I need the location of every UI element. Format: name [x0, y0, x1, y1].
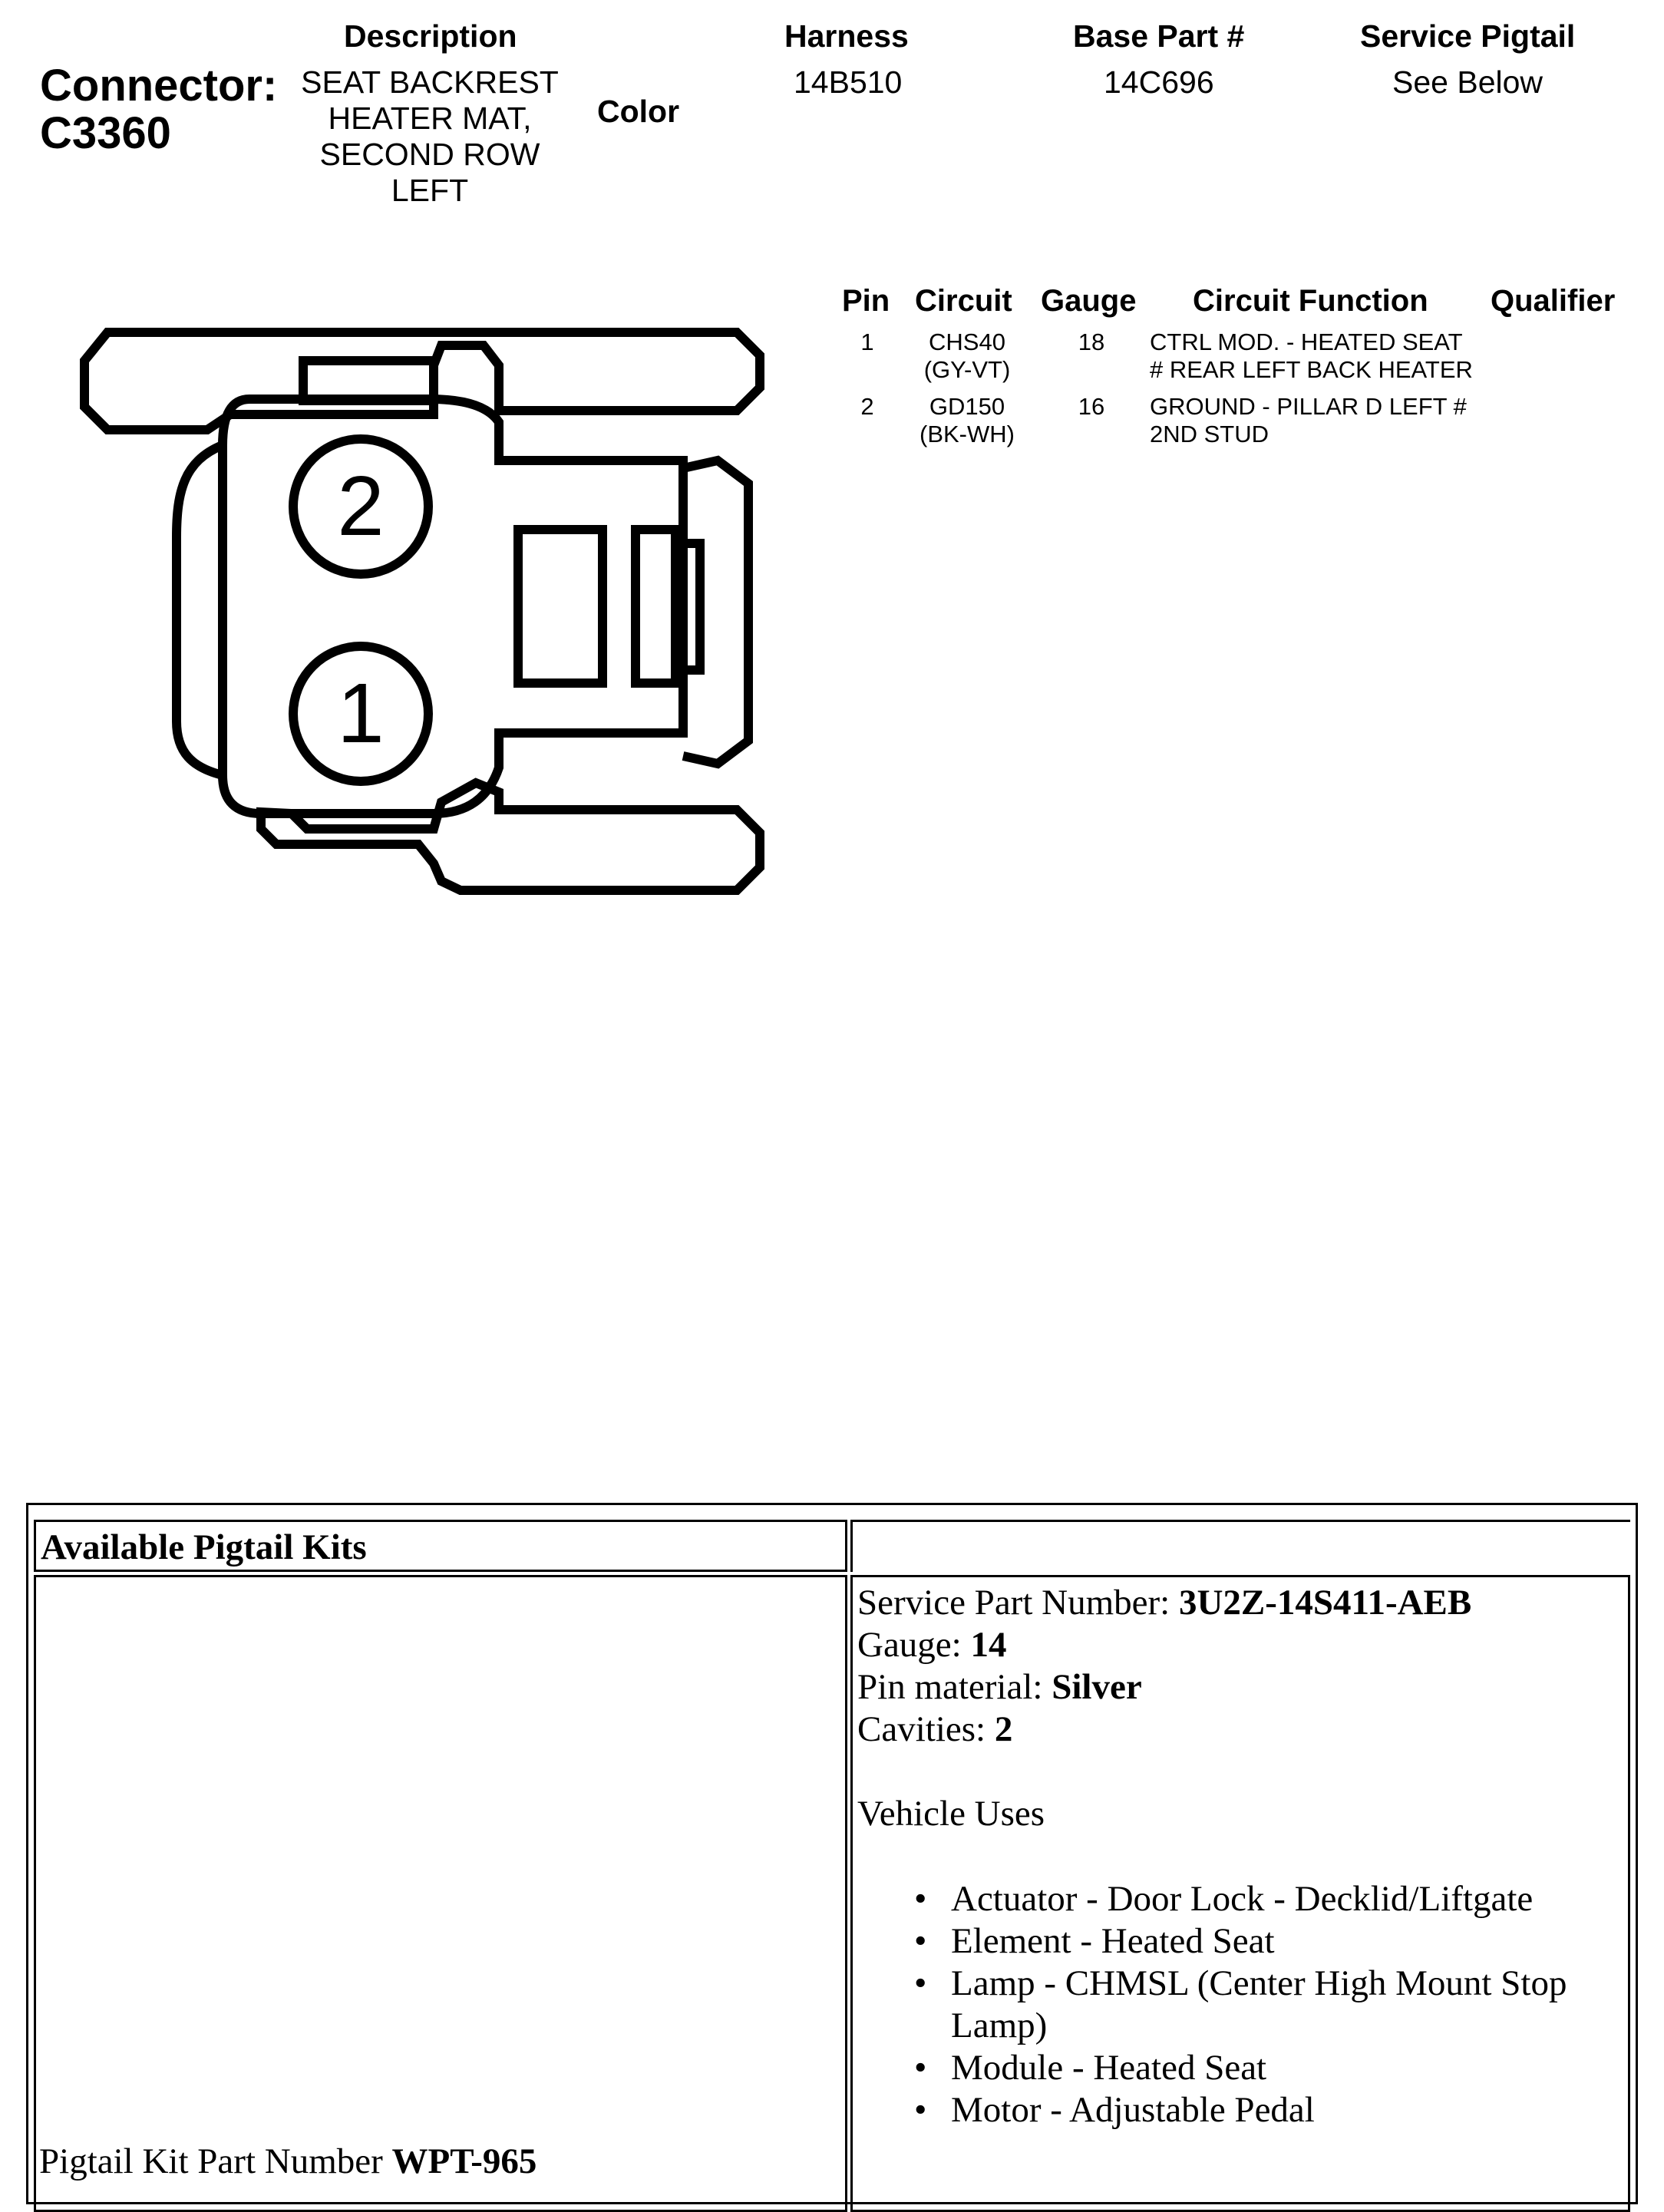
left-shroud	[177, 445, 223, 775]
cavities-line	[857, 1709, 1012, 1751]
list-item: • Lamp - CHMSL (Center High Mount Stop Lamp)	[914, 1963, 1567, 2045]
circuit-function-cell: GROUND - PILLAR D LEFT #	[1150, 393, 1467, 420]
kit-part-value: WPT-965	[391, 2141, 537, 2181]
list-item-text: Lamp - CHMSL (Center High Mount Stop	[951, 1963, 1567, 2003]
pigtail-details-cell	[850, 1575, 1630, 2212]
gauge-cell: 16	[1078, 393, 1105, 420]
service-pigtail-value: See Below	[1392, 64, 1543, 100]
top-latch-tab	[84, 332, 760, 430]
list-item: • Actuator - Door Lock - Decklid/Liftgate	[914, 1879, 1534, 1919]
column-header-circuit-function: Circuit Function	[1193, 284, 1428, 318]
gauge-label: Gauge:	[857, 1625, 971, 1665]
column-header-qualifier: Qualifier	[1491, 284, 1616, 318]
vehicle-uses-list	[853, 1878, 1620, 2131]
pigtail-title-cell	[34, 1520, 847, 1572]
description-line: SEAT BACKREST	[301, 64, 559, 100]
service-part-line	[857, 1582, 1471, 1624]
cavities-label: Cavities:	[857, 1709, 995, 1749]
kit-part-label: Pigtail Kit Part Number	[39, 2141, 392, 2181]
latch-window	[518, 530, 603, 683]
list-item-text: Motor - Adjustable Pedal	[951, 2090, 1315, 2130]
column-header-gauge: Gauge	[1041, 284, 1137, 318]
color-label: Color	[597, 94, 680, 129]
circuit-cell: GD150	[929, 393, 1005, 420]
pin-material-value: Silver	[1052, 1667, 1142, 1707]
column-header-circuit: Circuit	[915, 284, 1012, 318]
pigtail-title-spacer-cell	[850, 1520, 1630, 1572]
circuit-function-cell: 2ND STUD	[1150, 421, 1269, 447]
service-part-label: Service Part Number:	[857, 1583, 1179, 1623]
gauge-cell: 18	[1078, 328, 1105, 355]
list-item-text: Lamp)	[951, 2006, 1048, 2045]
column-header-pin: Pin	[842, 284, 890, 318]
wire-color-cell: (GY-VT)	[923, 356, 1011, 383]
connector-id: C3360	[40, 108, 171, 158]
list-item: • Element - Heated Seat	[914, 1921, 1275, 1961]
description-line: LEFT	[391, 173, 469, 208]
right-lobe	[683, 461, 748, 764]
service-pigtail-header: Service Pigtail	[1360, 18, 1576, 54]
bottom-latch-tab	[261, 783, 760, 890]
circuit-cell: CHS40	[929, 328, 1005, 355]
cavity-2-label: 2	[337, 459, 385, 553]
pin-cell: 2	[860, 393, 874, 420]
gauge-value: 14	[970, 1625, 1007, 1665]
pigtail-image-cell	[34, 1575, 847, 2212]
description-line: HEATER MAT,	[328, 101, 532, 136]
circuit-function-cell: CTRL MOD. - HEATED SEAT	[1150, 328, 1463, 355]
gauge-line	[857, 1624, 1006, 1666]
latch-window-inner	[636, 530, 675, 683]
pin-material-label: Pin material:	[857, 1667, 1052, 1707]
description-header: Description	[344, 18, 517, 54]
harness-header: Harness	[784, 18, 909, 54]
pigtail-title: Available Pigtail Kits	[41, 1527, 367, 1567]
list-item-text: Actuator - Door Lock - Decklid/Liftgate	[951, 1879, 1534, 1919]
description-line: SECOND ROW	[319, 137, 540, 172]
connector-label: Connector:	[40, 61, 278, 111]
base-part-value: 14C696	[1104, 64, 1214, 100]
wire-color-cell: (BK-WH)	[919, 421, 1015, 447]
vehicle-uses-label: Vehicle Uses	[857, 1794, 1045, 1834]
connector-face-diagram	[0, 0, 783, 921]
connector-body	[223, 399, 683, 814]
list-item: • Motor - Adjustable Pedal	[914, 2090, 1315, 2130]
base-part-header: Base Part #	[1073, 18, 1245, 54]
list-item: • Module - Heated Seat	[914, 2048, 1267, 2088]
pigtail-kit-part	[39, 2141, 537, 2183]
cavity-1-label: 1	[337, 666, 385, 761]
list-item-text: Element - Heated Seat	[951, 1921, 1275, 1961]
pin-cell: 1	[860, 328, 874, 355]
service-part-value: 3U2Z-14S411-AEB	[1178, 1583, 1472, 1623]
circuit-function-cell: # REAR LEFT BACK HEATER	[1150, 356, 1473, 383]
harness-value: 14B510	[794, 64, 903, 100]
cavities-value: 2	[994, 1709, 1013, 1749]
list-item-text: Module - Heated Seat	[951, 2048, 1267, 2088]
pin-material-line	[857, 1666, 1142, 1709]
